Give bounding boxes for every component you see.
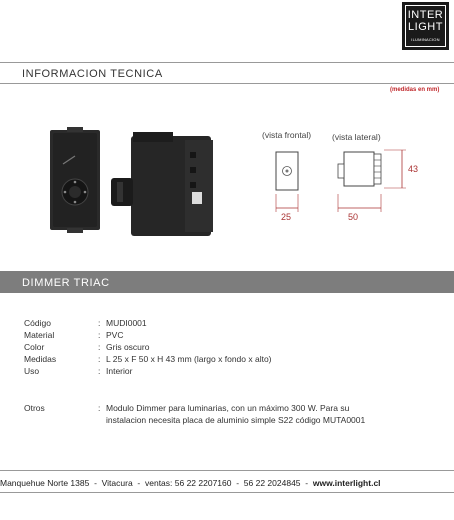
footer-rule-bottom — [0, 492, 454, 493]
spec-sep: : — [98, 330, 101, 340]
knob-dot — [74, 181, 77, 184]
footer-city: Vitacura — [101, 478, 133, 488]
brand-logo-line2: LIGHT — [408, 21, 443, 33]
front-module-clip-top — [67, 127, 83, 132]
section-rule — [0, 83, 454, 84]
terminal-slot — [190, 182, 196, 188]
dim-height-label: 43 — [408, 164, 419, 174]
footer-address: Manquehue Norte 1385 — [0, 478, 90, 488]
side-view-terminal — [374, 154, 381, 184]
spec-value-material: PVC — [106, 330, 124, 340]
front-view-label: (vista frontal) — [262, 130, 312, 140]
brand-logo — [402, 2, 449, 50]
brand-logo-frame — [405, 5, 446, 47]
terminal-slot — [190, 152, 196, 158]
side-knob-highlight — [117, 182, 123, 202]
side-view-outline — [344, 152, 374, 186]
spec-label: Medidas — [24, 354, 57, 364]
brand-logo-line1: INTER — [407, 9, 444, 21]
otros-sep: : — [98, 403, 101, 413]
spec-value-use: Interior — [106, 366, 133, 376]
terminal-label — [192, 192, 202, 204]
front-view-knob-center — [286, 170, 289, 173]
knob-dot — [64, 191, 67, 194]
spec-label: Material — [24, 330, 55, 340]
spec-value-color: Gris oscuro — [106, 342, 150, 352]
footer-rule-top — [0, 470, 454, 471]
footer-contact — [0, 478, 381, 488]
section-title: INFORMACION TECNICA — [22, 68, 163, 80]
otros-label: Otros — [24, 403, 45, 413]
footer-separator: - — [137, 478, 141, 488]
terminal-slot — [190, 167, 196, 173]
front-module-clip-bottom — [67, 228, 83, 233]
dim-width-label: 25 — [281, 212, 292, 222]
measure-note: (medidas en mm) — [390, 87, 440, 93]
top-rule — [0, 62, 454, 63]
spec-value-code: MUDI0001 — [106, 318, 147, 328]
product-title: DIMMER TRIAC — [22, 277, 110, 289]
spec-row — [24, 317, 51, 329]
footer-sales-phone: ventas: 56 22 2207160 — [144, 478, 232, 488]
spec-label: Color — [24, 342, 45, 352]
footer-separator: - — [94, 478, 97, 488]
brand-logo-line3: ILUMINACION — [411, 37, 440, 42]
spec-sep: : — [98, 366, 101, 376]
spec-sep: : — [98, 318, 101, 328]
product-photo — [45, 122, 225, 242]
otros-text-line1: Modulo Dimmer para luminarias, con un máximo 300 W. Para su — [106, 403, 350, 413]
knob-dot — [74, 201, 77, 204]
spec-label: Código — [24, 318, 51, 328]
spec-value-dimensions: L 25 x F 50 x H 43 mm (largo x fondo x alto) — [106, 354, 272, 364]
side-module-terminal — [185, 140, 213, 232]
side-view-label: (vista lateral) — [332, 132, 381, 142]
side-module-top — [133, 132, 173, 142]
spec-label: Uso — [24, 366, 40, 376]
footer-separator: - — [305, 478, 309, 488]
knob-dot — [84, 191, 87, 194]
dimmer-knob-center — [69, 186, 81, 198]
dim-depth-label: 50 — [348, 212, 359, 222]
side-view-knob — [338, 164, 344, 178]
spec-sep: : — [98, 354, 101, 364]
footer-phone: 56 22 2024845 — [243, 478, 301, 488]
otros-text-line2: instalacion necesita placa de aluminio simple S22 código MUTA0001 — [106, 415, 366, 425]
spec-sep: : — [98, 342, 101, 352]
footer-website-link[interactable]: www.interlight.cl — [312, 478, 381, 488]
footer-separator: - — [236, 478, 240, 488]
